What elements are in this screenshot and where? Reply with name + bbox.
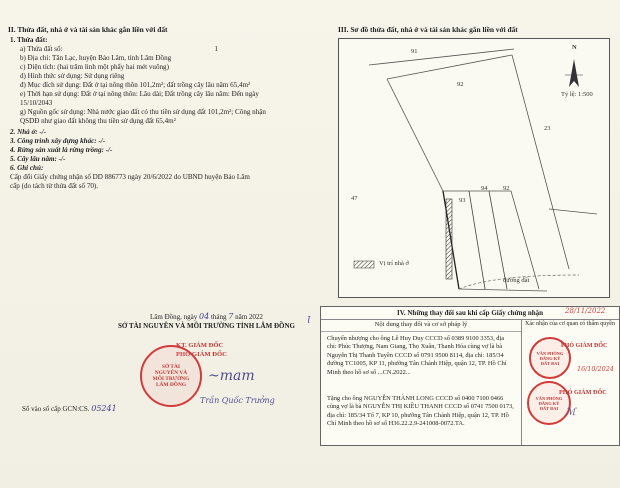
address-value: Tân Lạc, huyện Bảo Lâm, tỉnh Lâm Đồng — [52, 54, 172, 62]
confirm-role-2: PHÓ GIÁM ĐỐC — [559, 389, 607, 396]
term-date: 15/10/2043 — [20, 99, 53, 107]
signature: ~mam — [208, 368, 255, 384]
item-5: 5. Cây lâu năm: -/- — [10, 155, 66, 163]
changes-title: IV. Những thay đổi sau khi cấp Giấy chứng nhận — [321, 307, 619, 320]
changes-content-col — [321, 319, 522, 445]
parcel-label-92b: 92 — [503, 185, 510, 192]
form-label: d) Hình thức sử dụng: — [20, 72, 83, 80]
role-kt: KT. GIÁM ĐỐC — [176, 342, 224, 349]
section-3-heading: III. Sơ đồ thửa đất, nhà ở và tài sản khác gắn liền với đất — [338, 25, 518, 34]
form-value: Sử dụng riêng — [84, 72, 125, 80]
north-label: N — [572, 44, 577, 51]
term-value: Đất ở tại nông thôn: Lâu dài; Đất trồng cây lâu năm: Đến ngày — [80, 90, 259, 98]
area-label: c) Diện tích: — [20, 63, 56, 71]
parcel-map — [338, 38, 610, 298]
content-col-head: Nội dung thay đổi và cơ sở pháp lý — [321, 319, 521, 332]
item-6: 6. Ghi chú: — [10, 164, 44, 172]
parcel-label-23: 23 — [544, 125, 551, 132]
address-label: b) Địa chỉ: — [20, 54, 51, 62]
sign-year: năm 2022 — [235, 313, 263, 321]
item-4: 4. Rừng sản xuất là rừng trồng: -/- — [10, 146, 113, 154]
legend-label: Vị trí nhà ở — [379, 260, 409, 267]
change-entry-2: Tặng cho ông NGUYỄN THÀNH LONG CCCD số 0400 7100 0466 cùng vợ là bà NGUYỄN THỊ KIỀU THANH CCCD số 0741 7500 0173, địa chỉ: 185/34 Tổ 7, KP 10, phường Tân Chánh Hiệp, quận 12, TP. Hồ Chí Minh theo hồ sơ số H36.22.2.9-241008-0072.TA. — [327, 395, 514, 428]
note-2: cấp (do tách từ thửa đất số 70). — [10, 182, 99, 190]
changes-confirm-col — [521, 307, 619, 445]
purpose-label: đ) Mục đích sử dụng: — [20, 81, 81, 89]
parcel-label-93: 93 — [459, 197, 466, 204]
confirm-date-2: 16/10/2024 — [577, 365, 614, 373]
road-label: đường đất — [503, 277, 530, 284]
section-2-heading: II. Thửa đất, nhà ở và tài sản khác gắn liền với đất — [8, 25, 168, 34]
role-pgd: PHÓ GIÁM ĐỐC — [176, 351, 227, 358]
parcel-map-drawing — [339, 39, 609, 297]
changes-table — [320, 306, 620, 446]
confirm-date-1: 28/11/2022 — [565, 307, 606, 315]
parcel-label-47: 47 — [351, 195, 358, 202]
reg-label: Số vào sổ cấp GCN:CS. — [22, 405, 90, 413]
thua-value: 1 — [214, 45, 218, 53]
official-seal: SỞ TÀI NGUYÊN VÀ MÔI TRƯỜNG LÂM ĐỒNG — [140, 345, 202, 407]
parcel-label-91: 91 — [411, 48, 418, 55]
sign-month: 7 — [228, 312, 234, 321]
origin-value-2: QSDĐ như giao đất không thu tiền sử dụng đất 65,4m² — [20, 117, 176, 125]
sign-day: 04 — [199, 312, 210, 321]
change-entry-1: Chuyển nhượng cho ông Lê Huy Duy CCCD số 0389 9100 3353, địa chỉ: Phúc Thượng, Nam Giang, Thọ Xuân, Thanh Hóa cùng vợ là bà Nguyễn Thị Thanh Tuyền CCCD số 0791 9500 8114, địa chỉ: 185/34 đường TC1005, KP 11, phường Tân Chánh Hiệp, quận 12, TP. Hồ Chí Minh theo hồ sơ số ...CN.2022... — [327, 335, 507, 376]
area-value: (hai trăm linh một phẩy hai mét vuông) — [57, 63, 169, 71]
initial-mark: Ɩ — [307, 316, 311, 326]
note-1: Cấp đổi Giấy chứng nhận số DD 886773 ngày 20/6/2022 do UBND huyện Bảo Lâm — [10, 173, 250, 181]
signer-name: Trần Quốc Trưởng — [200, 396, 275, 405]
item-1: 1. Thửa đất: — [10, 36, 48, 44]
confirm-signature: ℳ — [565, 407, 576, 418]
item-3: 3. Công trình xây dựng khác: -/- — [10, 137, 106, 145]
origin-label: g) Nguồn gốc sử dụng: — [20, 108, 86, 116]
month-label: tháng — [210, 313, 227, 321]
authority: SỞ TÀI NGUYÊN VÀ MÔI TRƯỜNG TỈNH LÂM ĐỒNG — [118, 322, 295, 330]
confirm-role-1: PHÓ GIÁM ĐỐC — [561, 343, 608, 349]
seal-2: VĂN PHÒNG ĐĂNG KÝ ĐẤT ĐAI — [527, 381, 571, 425]
confirm-col-head: Xác nhận của cơ quan có thẩm quyền — [525, 321, 615, 327]
thua-label: a) Thửa đất số: — [20, 45, 63, 53]
reg-value: 05241 — [91, 404, 117, 413]
seal-1: VĂN PHÒNG ĐĂNG KÝ ĐẤT ĐAI — [529, 337, 571, 379]
item-2: 2. Nhà ở: -/- — [10, 128, 47, 136]
parcel-label-92: 92 — [457, 81, 464, 88]
parcel-label-94: 94 — [481, 185, 488, 192]
scale-label: Tỷ lệ: 1:500 — [561, 91, 593, 98]
origin-value: Nhà nước giao đất có thu tiền sử dụng đất 101,2m²; Công nhận — [87, 108, 266, 116]
purpose-value: Đất ở tại nông thôn 101,2m²; đất trồng cây lâu năm 65,4m² — [82, 81, 251, 89]
term-label: e) Thời hạn sử dụng: — [20, 90, 80, 98]
place-date: Lâm Đồng, ngày — [150, 313, 198, 321]
